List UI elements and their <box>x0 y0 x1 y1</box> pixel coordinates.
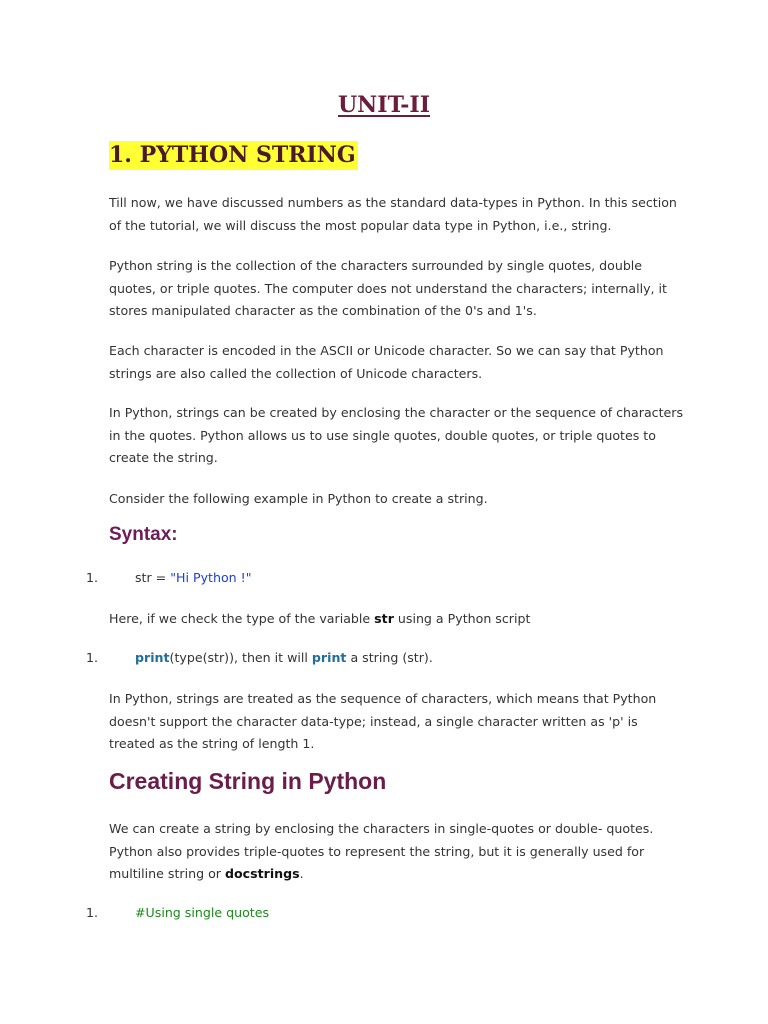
unit-title-text: UNIT-II <box>337 92 431 118</box>
encoding-paragraph: Each character is encoded in the ASCII or Unicode character. So we can say that Python strings are also called the collection of Unicode characters. <box>109 343 664 381</box>
string-literal: "Hi Python !" <box>170 570 252 585</box>
intro-paragraph: Till now, we have discussed numbers as the standard data-types in Python. In this section of the tutorial, we will discuss the most popular data type in Python, i.e., string. <box>109 195 677 233</box>
creation-paragraph: In Python, strings can be created by enclosing the character or the sequence of characters in the quotes. Python allows us to use single quotes, double quotes, or triple quotes to create the string. <box>109 405 684 465</box>
section-title: 1. PYTHON STRING <box>109 142 356 168</box>
definition-paragraph: Python string is the collection of the characters surrounded by single quotes, double quotes, or triple quotes. The computer does not understand the characters; internally, it stores manipulated character as the combination of the 0's and 1's. <box>109 258 667 318</box>
sequence-paragraph: In Python, strings are treated as the sequence of characters, which means that Python doesn't support the character data-type; instead, a single character written as 'p' is treated as the string of length 1. <box>109 691 657 751</box>
type-check-text-after: using a Python script <box>393 611 531 626</box>
type-check-text-before: Here, if we check the type of the variable <box>109 611 375 626</box>
creating-text-before: We can create a string by enclosing the characters in single-quotes or double- quotes. Python also provides triple-quotes to represent the string, but it is generally used for multiline string or <box>109 821 654 881</box>
code-text: (type(str)), then it will <box>169 650 312 665</box>
syntax-heading: Syntax: <box>109 524 178 545</box>
code-line-body <box>135 648 433 668</box>
example-intro-paragraph: Consider the following example in Python to create a string. <box>109 491 488 506</box>
str-keyword: str <box>374 611 394 626</box>
code-line-number: 1. <box>86 905 99 920</box>
creating-paragraph <box>109 818 684 886</box>
code-text: a string (str). <box>346 650 433 665</box>
docstrings-term: docstrings <box>224 866 300 881</box>
unit-title <box>0 92 768 118</box>
code-line-number: 1. <box>86 650 99 665</box>
creating-string-heading: Creating String in Python <box>109 768 387 794</box>
code-comment: #Using single quotes <box>135 905 270 920</box>
code-line-number: 1. <box>86 570 99 585</box>
code-text: str = <box>135 570 171 585</box>
code-line-body <box>135 568 252 588</box>
print-keyword: print <box>135 650 170 665</box>
creating-text-after: . <box>299 866 304 881</box>
print-keyword: print <box>311 650 347 665</box>
type-check-paragraph <box>109 608 684 631</box>
